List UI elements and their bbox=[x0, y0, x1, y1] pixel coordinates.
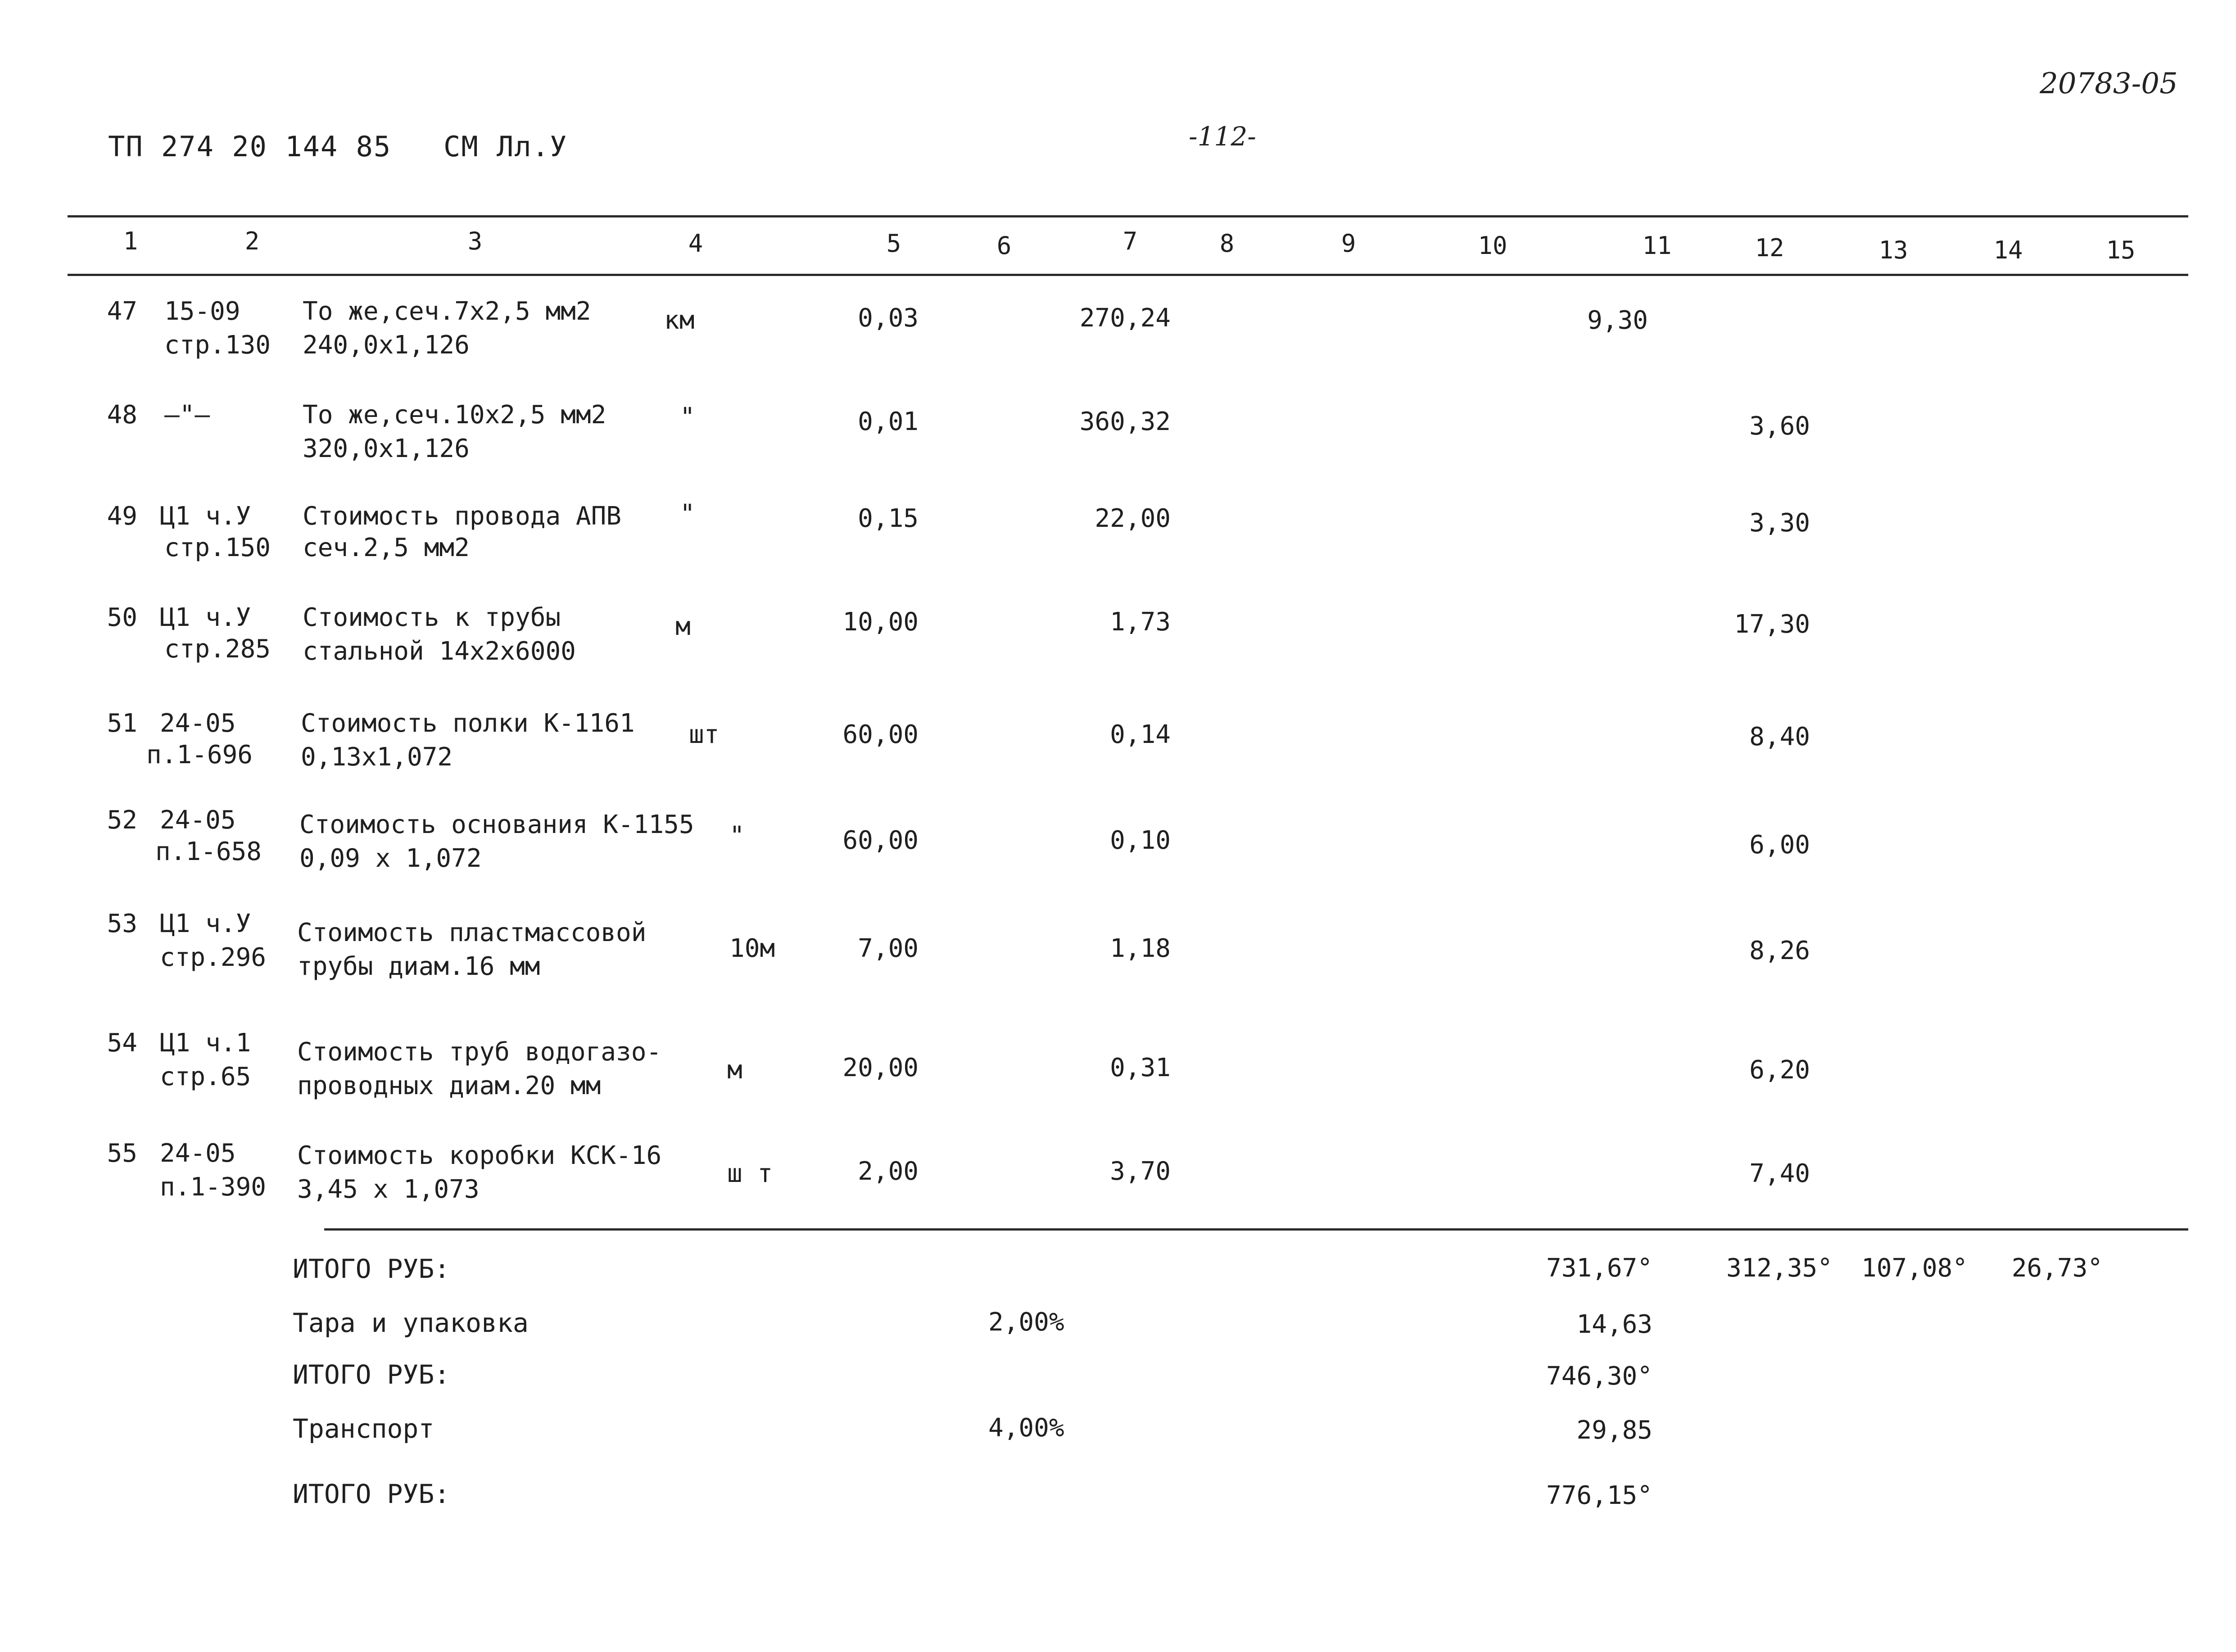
unit-price: 3,70 bbox=[1110, 1157, 1171, 1186]
packaging-col11: 14,63 bbox=[1576, 1310, 1652, 1339]
source-ref: 24-05 bbox=[160, 1139, 236, 1168]
item-formula: 0,13х1,072 bbox=[301, 742, 453, 772]
col11-value: 9,30 bbox=[1587, 306, 1648, 335]
totals-label: ИТОГО РУБ: bbox=[293, 1254, 450, 1284]
unit-price: 22,00 bbox=[1095, 504, 1171, 533]
source-ref: 24-05 bbox=[160, 709, 236, 738]
row-number: 49 bbox=[107, 502, 137, 531]
column-header: 4 bbox=[688, 229, 703, 258]
quantity: 20,00 bbox=[842, 1053, 919, 1082]
transport-label: Транспорт bbox=[293, 1413, 435, 1444]
col12-value: 6,20 bbox=[1749, 1055, 1810, 1085]
col12-value: 7,40 bbox=[1749, 1159, 1810, 1188]
source-page: п.1-696 bbox=[146, 740, 253, 769]
unit-price: 270,24 bbox=[1079, 303, 1171, 333]
source-page: стр.285 bbox=[164, 634, 271, 664]
quantity: 2,00 bbox=[858, 1157, 919, 1186]
totals-label: ИТОГО РУБ: bbox=[293, 1479, 450, 1509]
source-page: стр.130 bbox=[164, 330, 271, 360]
source-ref: Ц1 ч.У bbox=[160, 502, 251, 531]
total-col12: 312,35° bbox=[1726, 1254, 1833, 1283]
col12-value: 3,30 bbox=[1749, 508, 1810, 538]
source-page: стр.65 bbox=[160, 1062, 251, 1091]
unit-price: 0,31 bbox=[1110, 1053, 1171, 1082]
totals-label: ИТОГО РУБ: bbox=[293, 1359, 450, 1390]
source-ref: Ц1 ч.У bbox=[160, 603, 251, 632]
transport-col11: 29,85 bbox=[1576, 1416, 1652, 1445]
total-col13: 107,08° bbox=[1861, 1254, 1968, 1283]
item-formula: 240,0х1,126 bbox=[303, 330, 470, 360]
item-formula: 320,0х1,126 bbox=[303, 434, 470, 463]
unit: км bbox=[664, 306, 695, 335]
row-number: 50 bbox=[107, 603, 137, 632]
row-number: 53 bbox=[107, 909, 137, 938]
unit: ш т bbox=[727, 1159, 773, 1188]
column-header: 8 bbox=[1219, 229, 1235, 258]
item-description: Стоимость коробки КСК-16 bbox=[297, 1141, 662, 1170]
sheet-label: СМ Лл.У bbox=[444, 130, 568, 163]
column-header: 3 bbox=[467, 227, 483, 255]
item-description: Стоимость полки К-1161 bbox=[301, 709, 635, 738]
item-description: Стоимость пластмассовой bbox=[297, 918, 647, 947]
quantity: 7,00 bbox=[858, 934, 919, 963]
unit: м bbox=[727, 1055, 742, 1085]
source-ref: 15-09 bbox=[164, 297, 240, 326]
unit: м bbox=[675, 612, 691, 641]
unit: шт bbox=[689, 720, 720, 749]
transport-percent: 4,00% bbox=[988, 1413, 1064, 1443]
total-col11: 746,30° bbox=[1546, 1362, 1652, 1391]
unit-price: 1,18 bbox=[1110, 934, 1171, 963]
unit: " bbox=[680, 403, 695, 432]
column-header: 9 bbox=[1341, 229, 1356, 258]
item-description: Стоимость основания К-1155 bbox=[299, 810, 694, 839]
source-ref: —"— bbox=[164, 400, 210, 430]
column-header: 2 bbox=[244, 227, 260, 255]
item-description: Стоимость провода АПВ bbox=[303, 502, 622, 531]
item-formula: проводных диам.20 мм bbox=[297, 1071, 601, 1100]
unit-price: 360,32 bbox=[1079, 407, 1171, 436]
item-formula: трубы диам.16 мм bbox=[297, 952, 540, 981]
item-description: То же,сеч.7х2,5 мм2 bbox=[303, 297, 591, 326]
source-page: п.1-390 bbox=[160, 1172, 267, 1202]
item-description: Стоимость к трубы bbox=[303, 603, 561, 632]
source-page: п.1-658 bbox=[155, 837, 262, 866]
unit: " bbox=[729, 821, 745, 851]
column-header: 5 bbox=[886, 229, 901, 258]
source-ref: Ц1 ч.1 bbox=[160, 1028, 251, 1058]
source-ref: Ц1 ч.У bbox=[160, 909, 251, 938]
row-number: 52 bbox=[107, 806, 137, 835]
quantity: 60,00 bbox=[842, 826, 919, 855]
totals-rule bbox=[324, 1228, 2188, 1231]
document-code: ТП 274 20 144 85 bbox=[108, 130, 392, 163]
header-bottom-rule bbox=[68, 274, 2188, 276]
quantity: 0,01 bbox=[858, 407, 919, 436]
column-header: 13 bbox=[1878, 236, 1908, 264]
col12-value: 6,00 bbox=[1749, 830, 1810, 860]
row-number: 47 bbox=[107, 297, 137, 326]
column-header: 15 bbox=[2106, 236, 2136, 264]
source-ref: 24-05 bbox=[160, 806, 236, 835]
source-page: стр.296 bbox=[160, 943, 267, 972]
unit-price: 0,10 bbox=[1110, 826, 1171, 855]
column-header: 1 bbox=[123, 227, 138, 255]
column-header: 10 bbox=[1478, 231, 1507, 260]
row-number: 55 bbox=[107, 1139, 137, 1168]
column-header: 12 bbox=[1755, 234, 1784, 262]
col12-value: 17,30 bbox=[1734, 610, 1810, 639]
archive-number: 20783-05 bbox=[2040, 67, 2178, 100]
item-formula: сеч.2,5 мм2 bbox=[303, 533, 470, 562]
column-header: 14 bbox=[1993, 236, 2023, 264]
packaging-label: Тара и упаковка bbox=[293, 1308, 529, 1338]
row-number: 54 bbox=[107, 1028, 137, 1058]
col12-value: 8,40 bbox=[1749, 722, 1810, 751]
item-formula: 0,09 х 1,072 bbox=[299, 844, 482, 873]
unit-price: 0,14 bbox=[1110, 720, 1171, 749]
item-description: То же,сеч.10х2,5 мм2 bbox=[303, 400, 607, 430]
quantity: 0,15 bbox=[858, 504, 919, 533]
total-col11: 731,67° bbox=[1546, 1254, 1652, 1283]
row-number: 48 bbox=[107, 400, 137, 430]
col12-value: 8,26 bbox=[1749, 936, 1810, 965]
column-header: 11 bbox=[1642, 231, 1672, 260]
packaging-percent: 2,00% bbox=[988, 1308, 1064, 1337]
unit: 10м bbox=[729, 934, 775, 963]
column-header: 6 bbox=[996, 231, 1012, 260]
quantity: 60,00 bbox=[842, 720, 919, 749]
item-formula: 3,45 х 1,073 bbox=[297, 1175, 480, 1204]
item-description: Стоимость труб водогазо- bbox=[297, 1037, 662, 1067]
quantity: 0,03 bbox=[858, 303, 919, 333]
column-header: 7 bbox=[1123, 227, 1138, 255]
row-number: 51 bbox=[107, 709, 137, 738]
header-top-rule bbox=[68, 215, 2188, 217]
item-formula: стальной 14х2х6000 bbox=[303, 637, 576, 666]
col12-value: 3,60 bbox=[1749, 412, 1810, 441]
unit: " bbox=[680, 499, 695, 529]
total-col14: 26,73° bbox=[2011, 1254, 2103, 1283]
source-page: стр.150 bbox=[164, 533, 271, 562]
quantity: 10,00 bbox=[842, 607, 919, 637]
unit-price: 1,73 bbox=[1110, 607, 1171, 637]
page-number: -112- bbox=[1189, 121, 1256, 152]
total-col11: 776,15° bbox=[1546, 1481, 1652, 1510]
